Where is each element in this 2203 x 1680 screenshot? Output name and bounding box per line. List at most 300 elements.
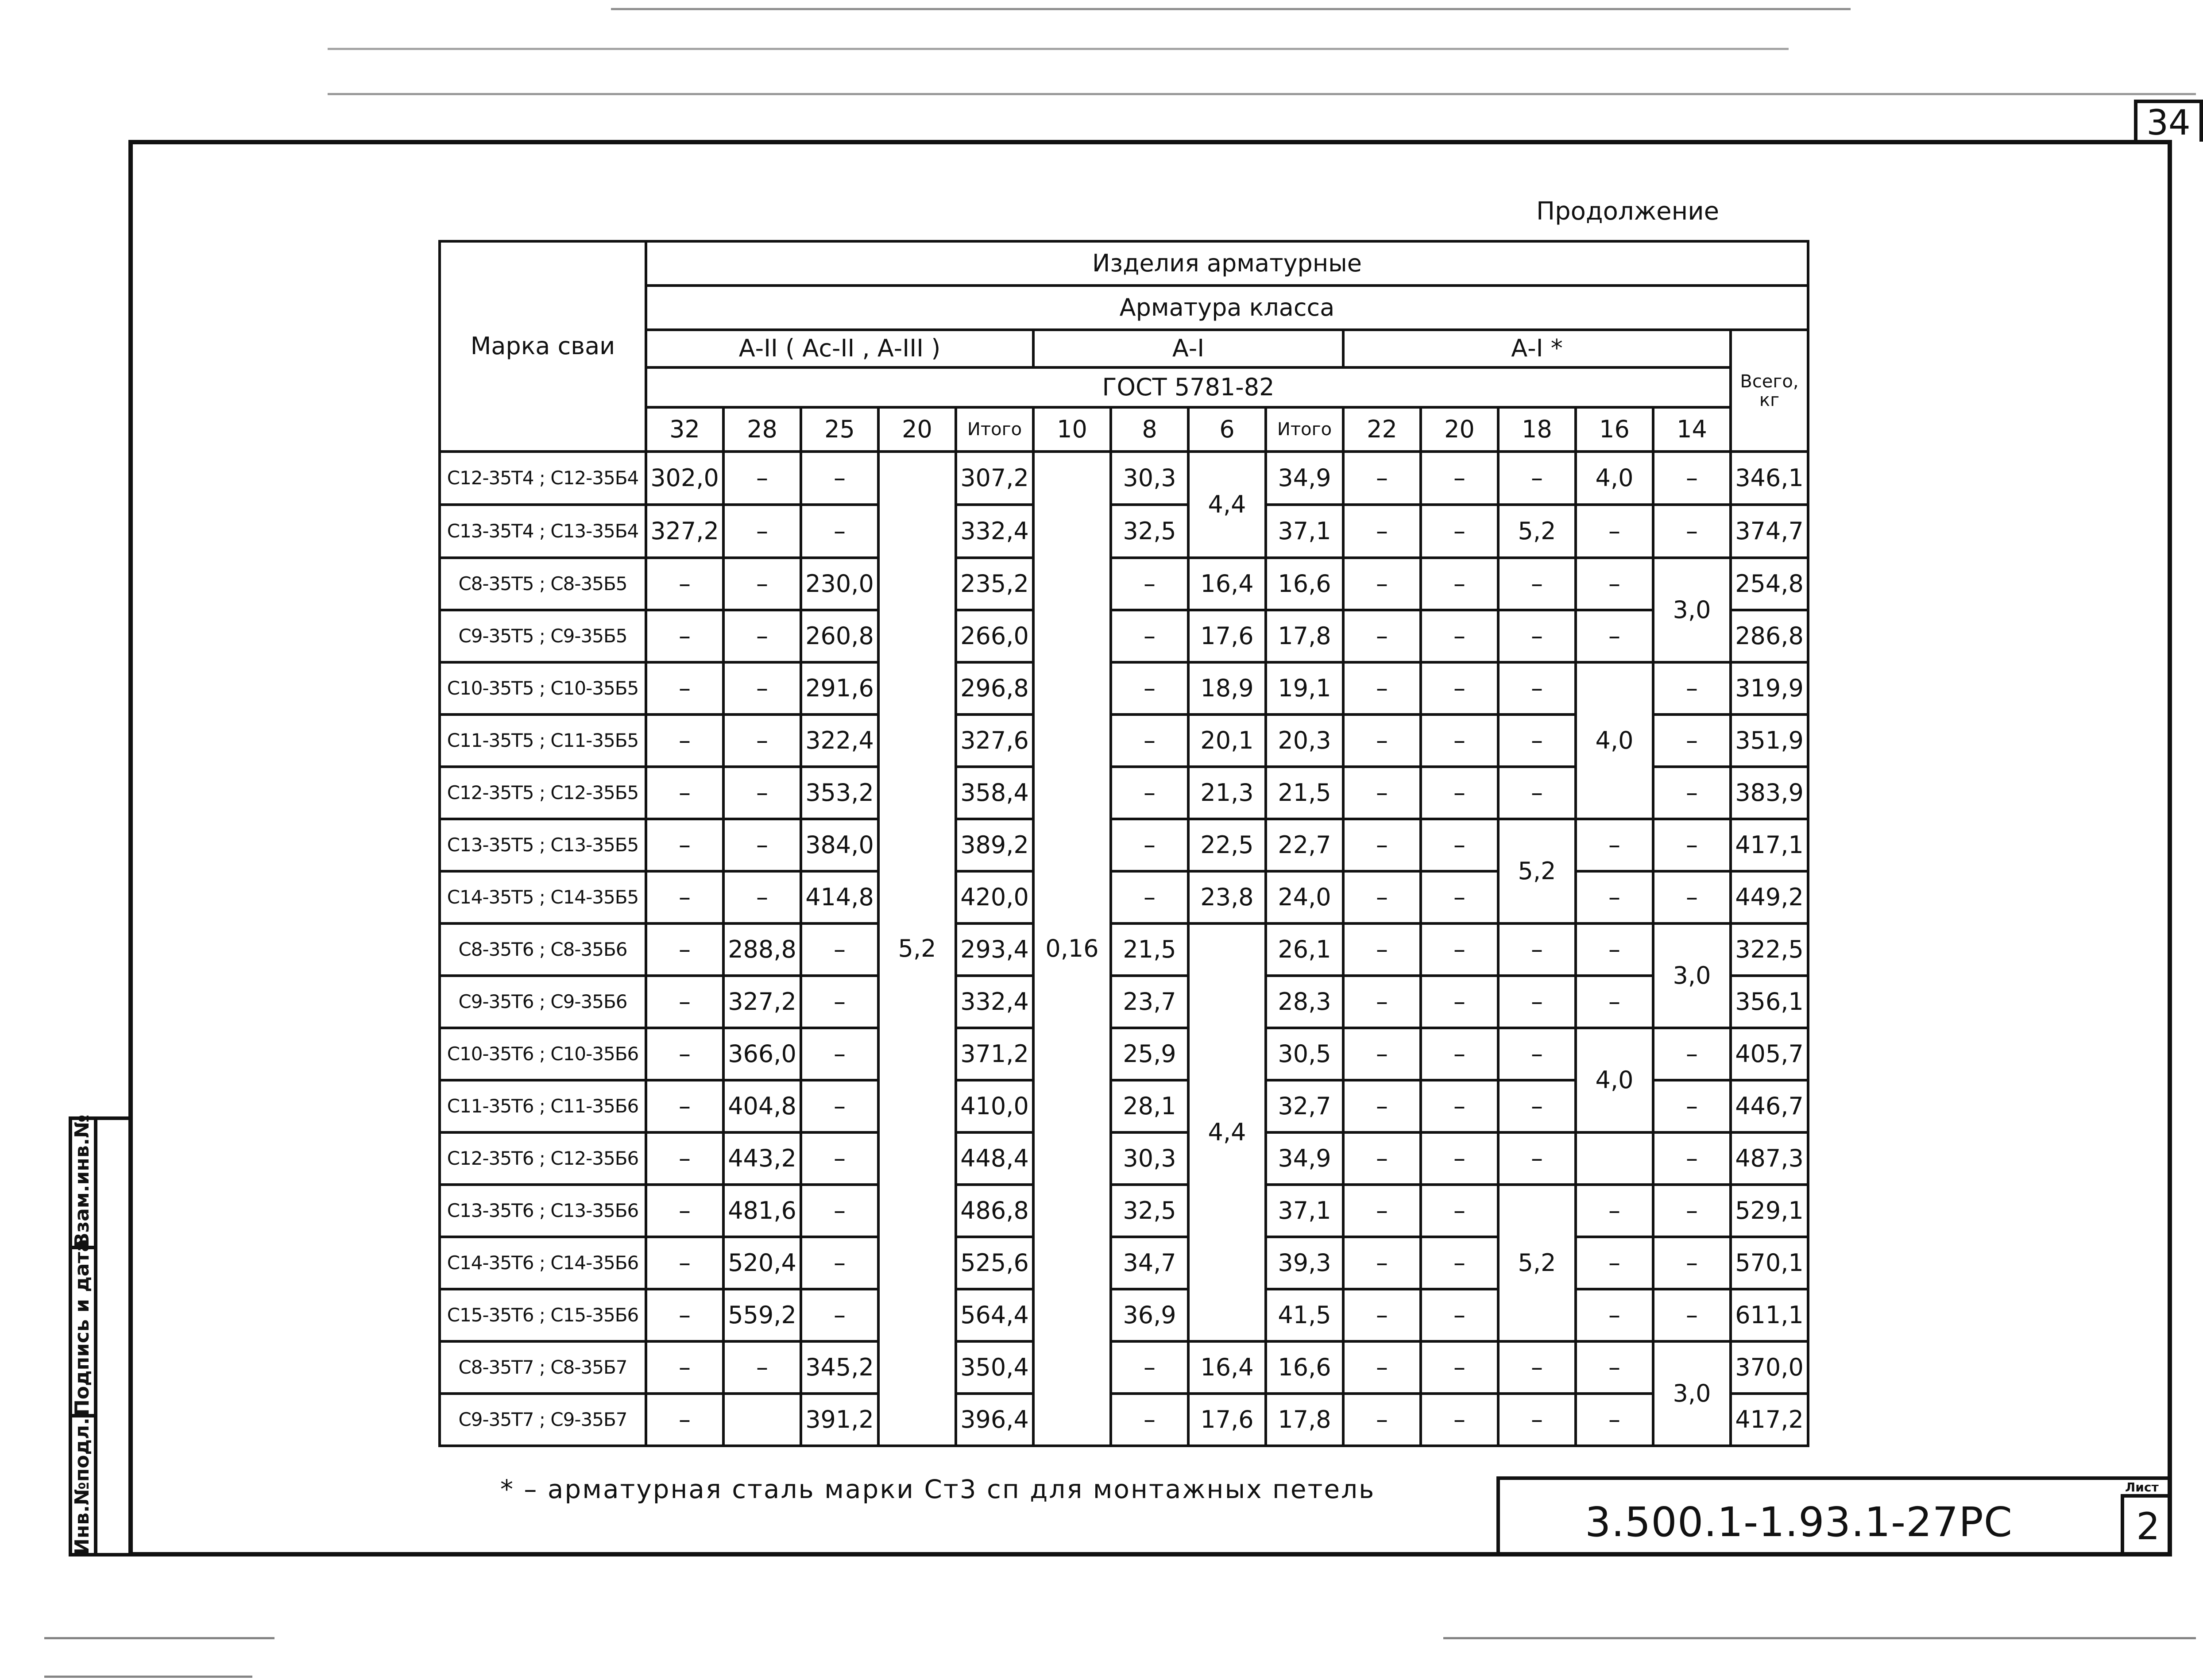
cell-d22: – xyxy=(1343,1237,1421,1289)
top-dash-line xyxy=(328,48,1789,50)
header-class-a1-star: А-I * xyxy=(1343,330,1731,367)
cell-d16: 4,0 xyxy=(1576,452,1653,505)
cell-d22: – xyxy=(1343,452,1421,505)
cell-d8: 34,7 xyxy=(1111,1237,1188,1289)
cell-itogo-1: 564,4 xyxy=(956,1289,1033,1341)
cell-d28: 327,2 xyxy=(723,976,801,1028)
cell-d20b: – xyxy=(1421,1394,1498,1446)
cell-d32: – xyxy=(646,662,723,714)
cell-itogo-2: 17,8 xyxy=(1266,610,1343,662)
table-row xyxy=(440,452,1808,505)
cell-d8: 23,7 xyxy=(1111,976,1188,1028)
cell-d22: – xyxy=(1343,662,1421,714)
cell-d22: – xyxy=(1343,871,1421,923)
cell-d16: – xyxy=(1576,1237,1653,1289)
cell-d14: – xyxy=(1653,452,1731,505)
cell-total: 254,8 xyxy=(1731,558,1808,610)
cell-d25: – xyxy=(801,452,878,505)
cell-d20-merged: 5,2 xyxy=(878,452,956,1446)
header-armatura-klassa: Арматура класса xyxy=(646,286,1808,330)
cell-total: 370,0 xyxy=(1731,1341,1808,1394)
cell-d8: – xyxy=(1111,610,1188,662)
cell-itogo-1: 296,8 xyxy=(956,662,1033,714)
cell-d18: – xyxy=(1498,1080,1576,1132)
cell-d16: – xyxy=(1576,1289,1653,1341)
cell-d32: – xyxy=(646,1028,723,1080)
cell-total: 449,2 xyxy=(1731,871,1808,923)
cell-d16: – xyxy=(1576,1394,1653,1446)
cell-d25: – xyxy=(801,976,878,1028)
cell-d18: – xyxy=(1498,923,1576,976)
cell-d8: – xyxy=(1111,558,1188,610)
cell-d18-merged: 5,2 xyxy=(1498,819,1576,923)
cell-d8: – xyxy=(1111,871,1188,923)
cell-d6: 16,4 xyxy=(1188,558,1266,610)
cell-d32: – xyxy=(646,1394,723,1446)
header-d32: 32 xyxy=(646,407,723,452)
cell-d28: 366,0 xyxy=(723,1028,801,1080)
cell-d16: – xyxy=(1576,923,1653,976)
cell-d22: – xyxy=(1343,1185,1421,1237)
header-d8: 8 xyxy=(1111,407,1188,452)
cell-d8: 28,1 xyxy=(1111,1080,1188,1132)
cell-itogo-2: 34,9 xyxy=(1266,452,1343,505)
cell-d32: – xyxy=(646,1132,723,1185)
cell-total: 417,1 xyxy=(1731,819,1808,871)
cell-d14-merged: 3,0 xyxy=(1653,1341,1731,1446)
header-vsego: Всего, кг xyxy=(1731,330,1808,452)
cell-d16: – xyxy=(1576,1341,1653,1394)
cell-d28: – xyxy=(723,819,801,871)
bottom-dash-line xyxy=(44,1676,252,1678)
cell-d32: – xyxy=(646,610,723,662)
cell-d20b: – xyxy=(1421,976,1498,1028)
cell-d8: 30,3 xyxy=(1111,1132,1188,1185)
cell-d22: – xyxy=(1343,1080,1421,1132)
cell-mark: С8-35Т6 ; С8-35Б6 xyxy=(440,923,646,976)
cell-mark: С14-35Т6 ; С14-35Б6 xyxy=(440,1237,646,1289)
cell-d16-merged: 4,0 xyxy=(1576,1028,1653,1132)
cell-mark: С14-35Т5 ; С14-35Б5 xyxy=(440,871,646,923)
table-row xyxy=(440,1341,1808,1394)
cell-d18: – xyxy=(1498,1028,1576,1080)
cell-total: 383,9 xyxy=(1731,767,1808,819)
cell-d8: – xyxy=(1111,1341,1188,1394)
cell-d16-merged: 4,0 xyxy=(1576,662,1653,819)
cell-d16: – xyxy=(1576,558,1653,610)
cell-d8: – xyxy=(1111,767,1188,819)
cell-total: 286,8 xyxy=(1731,610,1808,662)
cell-d32: – xyxy=(646,976,723,1028)
cell-d28: – xyxy=(723,505,801,558)
cell-d6: 17,6 xyxy=(1188,1394,1266,1446)
cell-itogo-1: 332,4 xyxy=(956,976,1033,1028)
cell-d18: – xyxy=(1498,452,1576,505)
cell-d32: 302,0 xyxy=(646,452,723,505)
cell-d18: – xyxy=(1498,558,1576,610)
cell-d22: – xyxy=(1343,558,1421,610)
cell-itogo-1: 396,4 xyxy=(956,1394,1033,1446)
document-code: 3.500.1-1.93.1-27РС xyxy=(1585,1498,2013,1546)
cell-d14: – xyxy=(1653,1185,1731,1237)
table-row xyxy=(440,819,1808,871)
cell-itogo-2: 16,6 xyxy=(1266,558,1343,610)
cell-total: 529,1 xyxy=(1731,1185,1808,1237)
cell-d25: 322,4 xyxy=(801,714,878,767)
cell-d6: 23,8 xyxy=(1188,871,1266,923)
cell-d22: – xyxy=(1343,819,1421,871)
cell-mark: С8-35Т5 ; С8-35Б5 xyxy=(440,558,646,610)
cell-d22: – xyxy=(1343,1341,1421,1394)
cell-itogo-1: 525,6 xyxy=(956,1237,1033,1289)
table-row xyxy=(440,1185,1808,1237)
table-row xyxy=(440,1394,1808,1446)
cell-mark: С13-35Т5 ; С13-35Б5 xyxy=(440,819,646,871)
header-itogo-1: Итого xyxy=(956,407,1033,452)
cell-itogo-1: 293,4 xyxy=(956,923,1033,976)
footnote: * – арматурная сталь марки Ст3 сп для монтажных петель xyxy=(500,1474,1376,1504)
cell-itogo-1: 350,4 xyxy=(956,1341,1033,1394)
cell-mark: С12-35Т5 ; С12-35Б5 xyxy=(440,767,646,819)
cell-d18: – xyxy=(1498,1132,1576,1185)
cell-itogo-1: 389,2 xyxy=(956,819,1033,871)
cell-d14: – xyxy=(1653,1237,1731,1289)
cell-d22: – xyxy=(1343,976,1421,1028)
cell-itogo-2: 37,1 xyxy=(1266,505,1343,558)
cell-d22: – xyxy=(1343,1394,1421,1446)
cell-d28: – xyxy=(723,662,801,714)
cell-d32: – xyxy=(646,871,723,923)
cell-d25: – xyxy=(801,1080,878,1132)
cell-d25: 230,0 xyxy=(801,558,878,610)
cell-d20b: – xyxy=(1421,1341,1498,1394)
cell-d16: – xyxy=(1576,976,1653,1028)
cell-d20b: – xyxy=(1421,714,1498,767)
header-d18: 18 xyxy=(1498,407,1576,452)
cell-total: 487,3 xyxy=(1731,1132,1808,1185)
bottom-dash-line xyxy=(44,1637,274,1639)
cell-d16 xyxy=(1576,1132,1653,1185)
cell-d32: – xyxy=(646,1341,723,1394)
cell-d20b: – xyxy=(1421,505,1498,558)
header-d28: 28 xyxy=(723,407,801,452)
cell-d20b: – xyxy=(1421,1028,1498,1080)
cell-d32: – xyxy=(646,819,723,871)
cell-d28: 481,6 xyxy=(723,1185,801,1237)
cell-itogo-2: 32,7 xyxy=(1266,1080,1343,1132)
cell-itogo-2: 37,1 xyxy=(1266,1185,1343,1237)
cell-mark: С11-35Т5 ; С11-35Б5 xyxy=(440,714,646,767)
cell-itogo-1: 448,4 xyxy=(956,1132,1033,1185)
cell-d6: 18,9 xyxy=(1188,662,1266,714)
cell-d32: – xyxy=(646,714,723,767)
cell-d18: 5,2 xyxy=(1498,505,1576,558)
cell-mark: С8-35Т7 ; С8-35Б7 xyxy=(440,1341,646,1394)
cell-d16: – xyxy=(1576,505,1653,558)
cell-d20b: – xyxy=(1421,1237,1498,1289)
cell-total: 319,9 xyxy=(1731,662,1808,714)
cell-d22: – xyxy=(1343,767,1421,819)
cell-itogo-2: 22,7 xyxy=(1266,819,1343,871)
cell-d28: 443,2 xyxy=(723,1132,801,1185)
cell-d6: 20,1 xyxy=(1188,714,1266,767)
cell-mark: С15-35Т6 ; С15-35Б6 xyxy=(440,1289,646,1341)
sheet-number: 2 xyxy=(2121,1494,2172,1556)
cell-mark: С10-35Т6 ; С10-35Б6 xyxy=(440,1028,646,1080)
cell-total: 405,7 xyxy=(1731,1028,1808,1080)
cell-d32: – xyxy=(646,1237,723,1289)
header-marka: Марка сваи xyxy=(440,241,646,452)
cell-d16: – xyxy=(1576,1185,1653,1237)
cell-d8: 25,9 xyxy=(1111,1028,1188,1080)
cell-d16: – xyxy=(1576,819,1653,871)
cell-d20b: – xyxy=(1421,662,1498,714)
cell-total: 356,1 xyxy=(1731,976,1808,1028)
cell-d8: 36,9 xyxy=(1111,1289,1188,1341)
cell-d6: 22,5 xyxy=(1188,819,1266,871)
continuation-label: Продолжение xyxy=(1536,197,1720,226)
cell-total: 351,9 xyxy=(1731,714,1808,767)
table-row xyxy=(440,505,1808,558)
cell-d25: – xyxy=(801,1289,878,1341)
cell-d22: – xyxy=(1343,714,1421,767)
cell-d14: – xyxy=(1653,1028,1731,1080)
cell-itogo-2: 19,1 xyxy=(1266,662,1343,714)
header-class-a2: А-II ( Ас-II , А-III ) xyxy=(646,330,1033,367)
cell-d25: 345,2 xyxy=(801,1341,878,1394)
top-dash-line xyxy=(328,93,2196,95)
cell-d32: – xyxy=(646,1185,723,1237)
cell-d25: 384,0 xyxy=(801,819,878,871)
cell-d22: – xyxy=(1343,1028,1421,1080)
cell-total: 446,7 xyxy=(1731,1080,1808,1132)
table-row xyxy=(440,1237,1808,1289)
cell-d14-merged: 3,0 xyxy=(1653,923,1731,1028)
cell-d16: – xyxy=(1576,871,1653,923)
cell-d28: – xyxy=(723,767,801,819)
cell-itogo-2: 20,3 xyxy=(1266,714,1343,767)
header-itogo-2: Итого xyxy=(1266,407,1343,452)
sheet-corner-number: 34 xyxy=(2134,100,2203,142)
cell-d18: – xyxy=(1498,1394,1576,1446)
cell-d28: – xyxy=(723,871,801,923)
header-d16: 16 xyxy=(1576,407,1653,452)
cell-d18: – xyxy=(1498,767,1576,819)
cell-itogo-2: 34,9 xyxy=(1266,1132,1343,1185)
cell-itogo-1: 266,0 xyxy=(956,610,1033,662)
cell-mark: С12-35Т6 ; С12-35Б6 xyxy=(440,1132,646,1185)
header-izdeliya: Изделия арматурные xyxy=(646,241,1808,286)
cell-d20b: – xyxy=(1421,452,1498,505)
cell-itogo-1: 420,0 xyxy=(956,871,1033,923)
table-row xyxy=(440,1289,1808,1341)
cell-d28: – xyxy=(723,1341,801,1394)
cell-mark: С10-35Т5 ; С10-35Б5 xyxy=(440,662,646,714)
cell-d32: – xyxy=(646,1289,723,1341)
cell-d25: 391,2 xyxy=(801,1394,878,1446)
cell-itogo-2: 26,1 xyxy=(1266,923,1343,976)
cell-itogo-1: 307,2 xyxy=(956,452,1033,505)
top-dash-line xyxy=(611,8,1851,10)
header-gost: ГОСТ 5781-82 xyxy=(646,367,1731,407)
cell-itogo-1: 371,2 xyxy=(956,1028,1033,1080)
table-row xyxy=(440,1028,1808,1080)
cell-d20b: – xyxy=(1421,1132,1498,1185)
cell-mark: С9-35Т5 ; С9-35Б5 xyxy=(440,610,646,662)
table-row xyxy=(440,976,1808,1028)
reinforcement-table xyxy=(438,240,1809,1447)
cell-d10-merged: 0,16 xyxy=(1033,452,1111,1446)
cell-itogo-1: 332,4 xyxy=(956,505,1033,558)
cell-itogo-1: 410,0 xyxy=(956,1080,1033,1132)
header-d10: 10 xyxy=(1033,407,1111,452)
cell-d25: – xyxy=(801,1132,878,1185)
cell-d25: 260,8 xyxy=(801,610,878,662)
sheet-label: Лист xyxy=(2125,1480,2159,1495)
cell-d25: 414,8 xyxy=(801,871,878,923)
cell-total: 611,1 xyxy=(1731,1289,1808,1341)
cell-mark: С12-35Т4 ; С12-35Б4 xyxy=(440,452,646,505)
table-body xyxy=(440,452,1808,1446)
cell-d14-merged: 3,0 xyxy=(1653,558,1731,662)
cell-d32: – xyxy=(646,923,723,976)
cell-itogo-2: 28,3 xyxy=(1266,976,1343,1028)
cell-d14: – xyxy=(1653,1080,1731,1132)
cell-d28: – xyxy=(723,452,801,505)
cell-d6: 21,3 xyxy=(1188,767,1266,819)
cell-d18: – xyxy=(1498,714,1576,767)
cell-itogo-2: 41,5 xyxy=(1266,1289,1343,1341)
cell-d28: – xyxy=(723,714,801,767)
cell-d18: – xyxy=(1498,1341,1576,1394)
cell-itogo-1: 486,8 xyxy=(956,1185,1033,1237)
header-d25: 25 xyxy=(801,407,878,452)
cell-d14: – xyxy=(1653,767,1731,819)
cell-d20b: – xyxy=(1421,1080,1498,1132)
cell-d25: – xyxy=(801,1028,878,1080)
cell-d22: – xyxy=(1343,1289,1421,1341)
cell-d32: – xyxy=(646,767,723,819)
cell-itogo-2: 17,8 xyxy=(1266,1394,1343,1446)
cell-itogo-2: 39,3 xyxy=(1266,1237,1343,1289)
cell-d20b: – xyxy=(1421,923,1498,976)
cell-d25: – xyxy=(801,1237,878,1289)
cell-d8: – xyxy=(1111,662,1188,714)
cell-d18: – xyxy=(1498,610,1576,662)
cell-d16: – xyxy=(1576,610,1653,662)
cell-d14: – xyxy=(1653,1289,1731,1341)
cell-total: 570,1 xyxy=(1731,1237,1808,1289)
cell-d20b: – xyxy=(1421,767,1498,819)
header-class-a1: А-I xyxy=(1033,330,1343,367)
cell-d14: – xyxy=(1653,871,1731,923)
cell-d18: – xyxy=(1498,662,1576,714)
bottom-dash-line xyxy=(1443,1637,2196,1639)
cell-total: 322,5 xyxy=(1731,923,1808,976)
cell-d28 xyxy=(723,1394,801,1446)
cell-d28: 559,2 xyxy=(723,1289,801,1341)
cell-d25: 353,2 xyxy=(801,767,878,819)
cell-itogo-2: 16,6 xyxy=(1266,1341,1343,1394)
cell-d8: – xyxy=(1111,1394,1188,1446)
cell-itogo-1: 358,4 xyxy=(956,767,1033,819)
cell-mark: С9-35Т6 ; С9-35Б6 xyxy=(440,976,646,1028)
cell-mark: С9-35Т7 ; С9-35Б7 xyxy=(440,1394,646,1446)
cell-d22: – xyxy=(1343,505,1421,558)
header-d20: 20 xyxy=(878,407,956,452)
cell-d14: – xyxy=(1653,505,1731,558)
cell-d25: 291,6 xyxy=(801,662,878,714)
cell-total: 417,2 xyxy=(1731,1394,1808,1446)
cell-d25: – xyxy=(801,923,878,976)
cell-d14: – xyxy=(1653,1132,1731,1185)
cell-d28: 520,4 xyxy=(723,1237,801,1289)
cell-total: 346,1 xyxy=(1731,452,1808,505)
cell-d28: – xyxy=(723,610,801,662)
sidebar-podpis: Подпись и дата xyxy=(71,1239,93,1416)
cell-d25: – xyxy=(801,505,878,558)
cell-d22: – xyxy=(1343,1132,1421,1185)
table-row xyxy=(440,662,1808,714)
cell-d18-merged: 5,2 xyxy=(1498,1185,1576,1341)
header-d14: 14 xyxy=(1653,407,1731,452)
cell-d8: – xyxy=(1111,714,1188,767)
table-row xyxy=(440,923,1808,976)
sidebar-vzam: Взам.инв.№ xyxy=(71,1114,93,1247)
cell-d32: 327,2 xyxy=(646,505,723,558)
sidebar-inv-podl: Инв.№подл. xyxy=(71,1417,93,1555)
cell-d28: – xyxy=(723,558,801,610)
table-row xyxy=(440,871,1808,923)
cell-d6: 16,4 xyxy=(1188,1341,1266,1394)
cell-d14: – xyxy=(1653,662,1731,714)
cell-mark: С11-35Т6 ; С11-35Б6 xyxy=(440,1080,646,1132)
cell-total: 374,7 xyxy=(1731,505,1808,558)
cell-d22: – xyxy=(1343,610,1421,662)
cell-d8: 21,5 xyxy=(1111,923,1188,976)
cell-d6-merged: 4,4 xyxy=(1188,452,1266,558)
cell-itogo-2: 30,5 xyxy=(1266,1028,1343,1080)
cell-mark: С13-35Т6 ; С13-35Б6 xyxy=(440,1185,646,1237)
cell-itogo-2: 24,0 xyxy=(1266,871,1343,923)
table-row xyxy=(440,558,1808,610)
table-row xyxy=(440,1132,1808,1185)
cell-d20b: – xyxy=(1421,1185,1498,1237)
cell-d20b: – xyxy=(1421,871,1498,923)
cell-d6: 17,6 xyxy=(1188,610,1266,662)
cell-d20b: – xyxy=(1421,1289,1498,1341)
cell-d25: – xyxy=(801,1185,878,1237)
cell-d18: – xyxy=(1498,976,1576,1028)
cell-d8: – xyxy=(1111,819,1188,871)
cell-d32: – xyxy=(646,1080,723,1132)
cell-d28: 404,8 xyxy=(723,1080,801,1132)
cell-d14: – xyxy=(1653,714,1731,767)
cell-d8: 30,3 xyxy=(1111,452,1188,505)
cell-d14: – xyxy=(1653,819,1731,871)
cell-d8: 32,5 xyxy=(1111,1185,1188,1237)
cell-itogo-2: 21,5 xyxy=(1266,767,1343,819)
table-row xyxy=(440,610,1808,662)
cell-d6-merged: 4,4 xyxy=(1188,923,1266,1341)
header-d6: 6 xyxy=(1188,407,1266,452)
header-d20b: 20 xyxy=(1421,407,1498,452)
cell-d8: 32,5 xyxy=(1111,505,1188,558)
cell-d22: – xyxy=(1343,923,1421,976)
cell-d20b: – xyxy=(1421,558,1498,610)
cell-d20b: – xyxy=(1421,819,1498,871)
header-d22: 22 xyxy=(1343,407,1421,452)
